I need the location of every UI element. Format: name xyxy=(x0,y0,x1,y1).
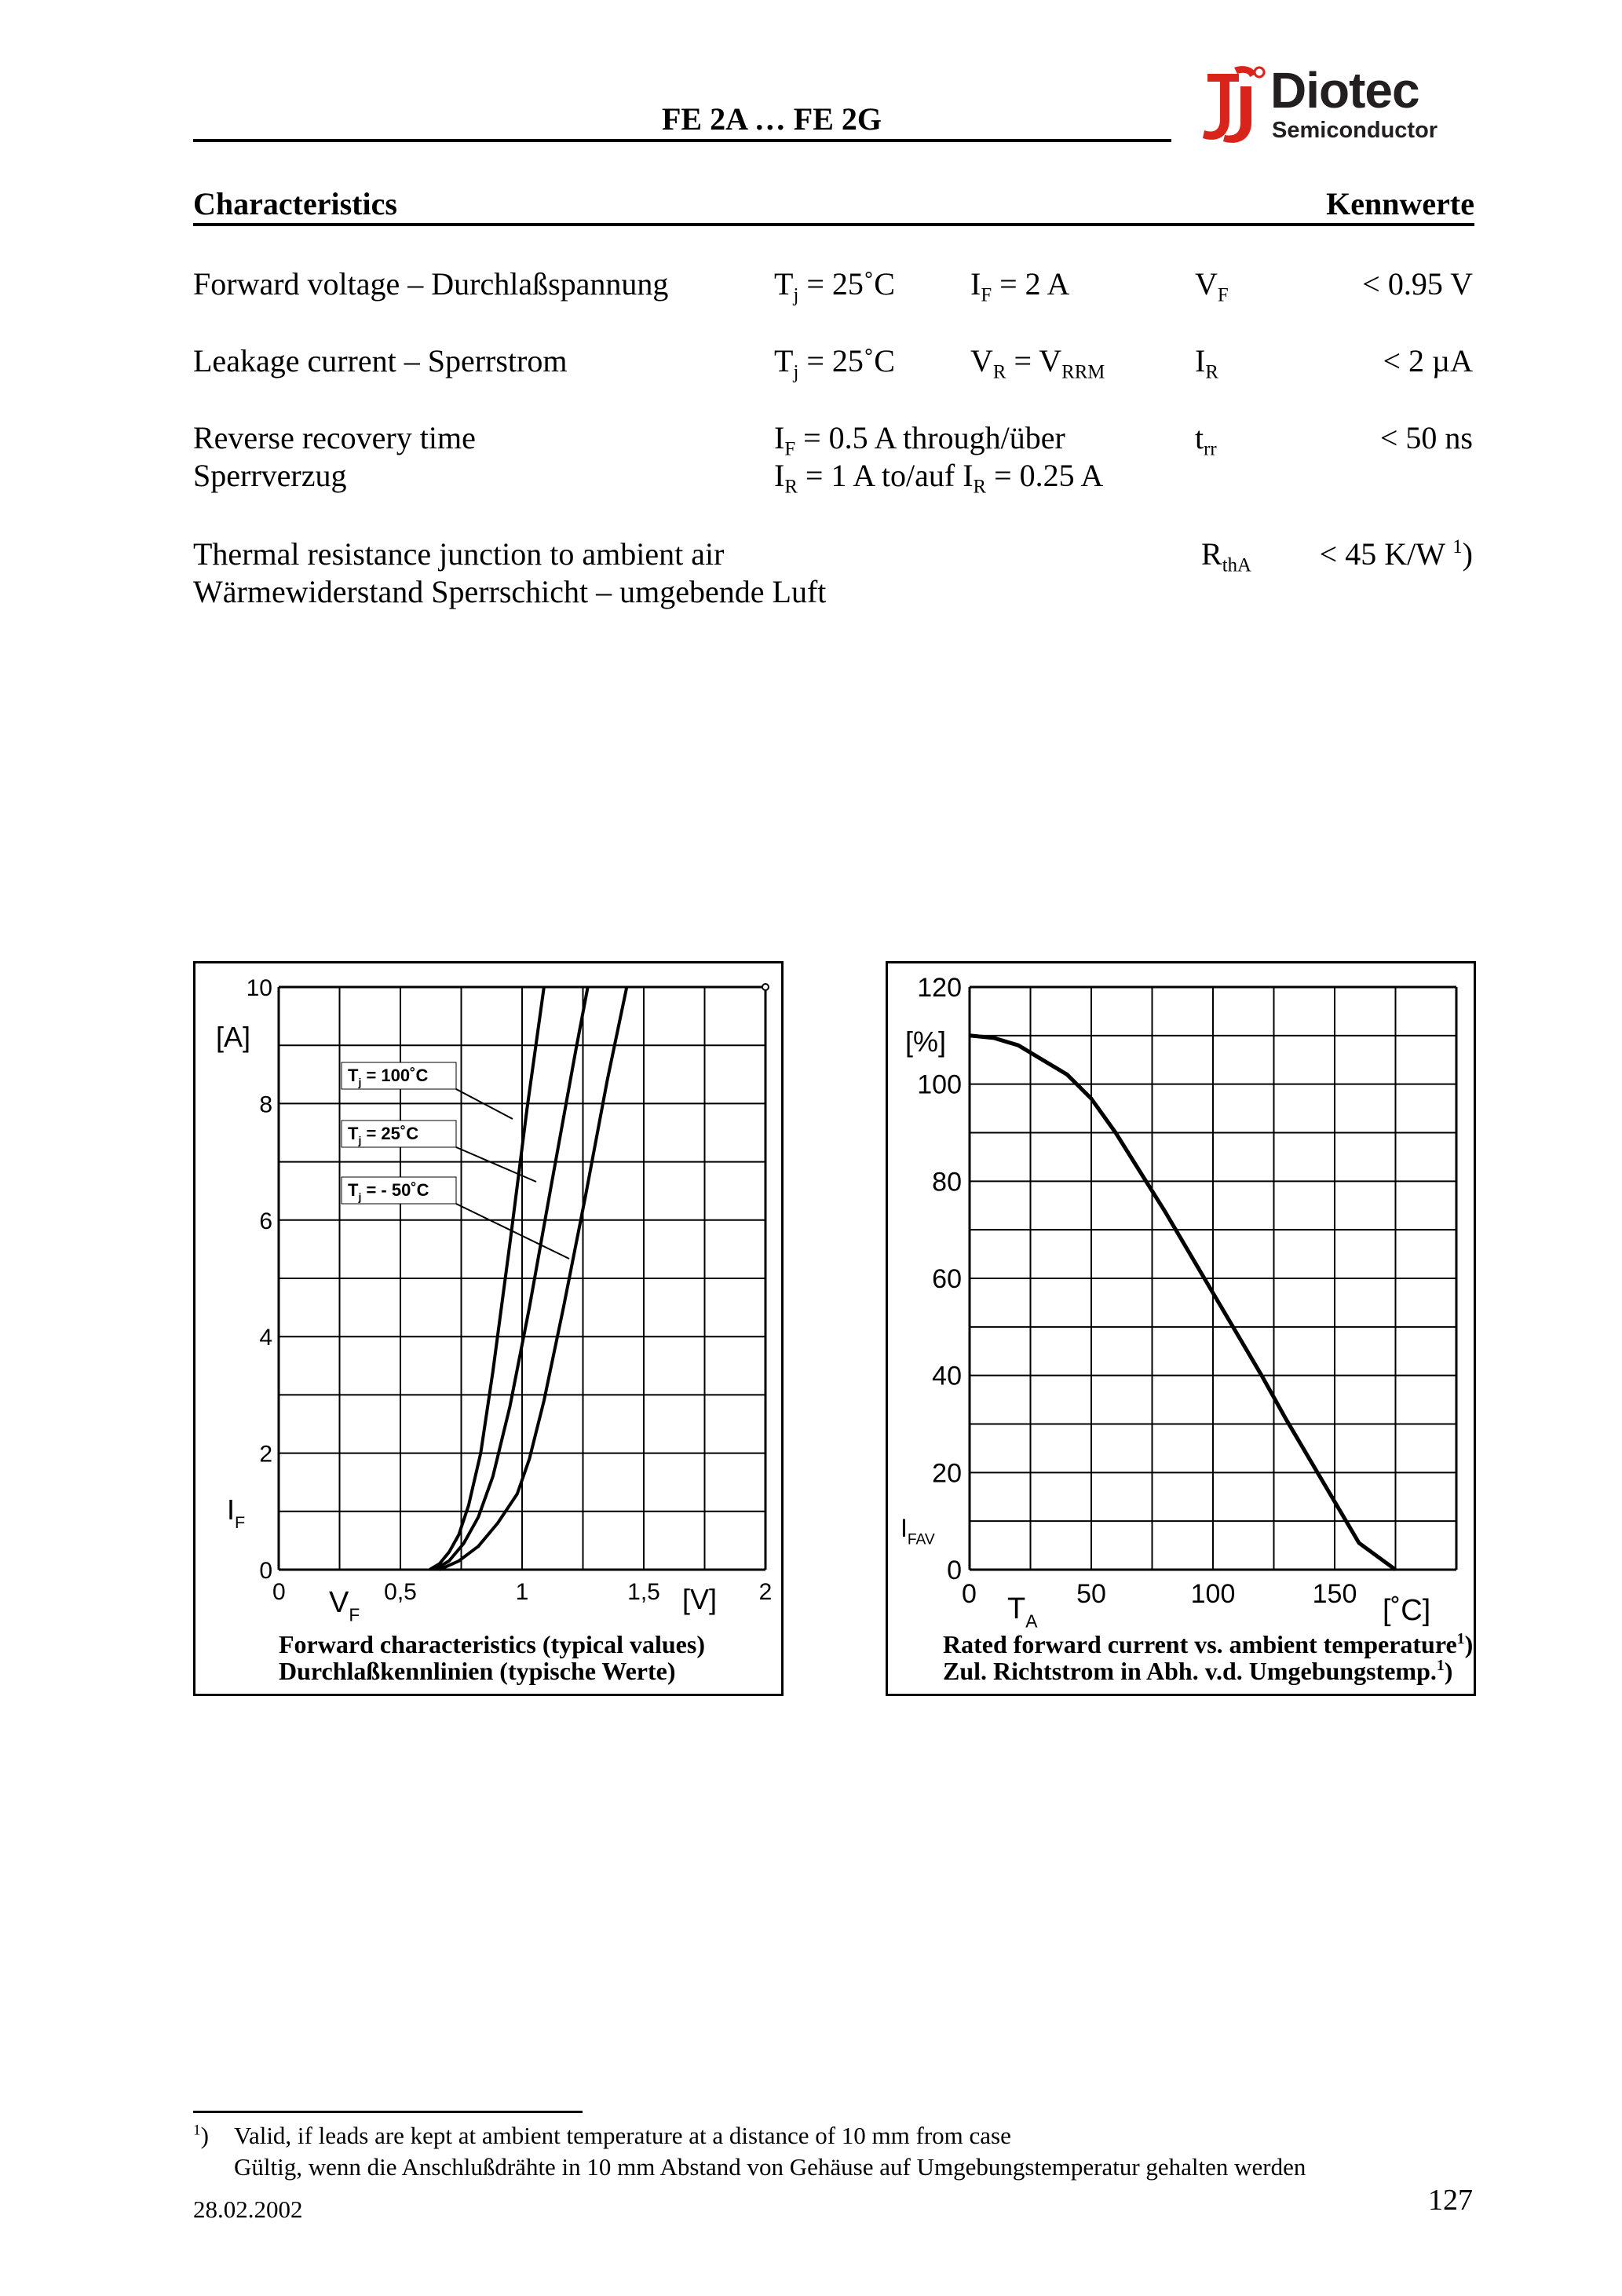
x-tick-label: 0 xyxy=(272,1579,286,1605)
y-tick-label: 120 xyxy=(917,973,962,1003)
x-axis-label: $T_A$ xyxy=(1007,1592,1038,1632)
forward-characteristics-chart-frame xyxy=(193,961,784,1696)
reverse-recovery-symbol: $t_{rr}$ xyxy=(1195,420,1217,460)
y-axis-label: $I_{FAV}$ xyxy=(901,1514,935,1548)
series-label: $T_j$ = 25˚C xyxy=(348,1124,419,1146)
thermal-resistance-label-en: Thermal resistance junction to ambient air xyxy=(193,536,725,572)
y-tick-label: 100 xyxy=(917,1069,962,1100)
logo-sub-text: Semiconductor xyxy=(1272,118,1438,143)
section-title-de: Kennwerte xyxy=(1326,186,1474,221)
forward-voltage-symbol: $V_F$ xyxy=(1195,266,1229,306)
series-line xyxy=(970,1036,1396,1570)
reverse-recovery-value: < 50 ns xyxy=(1379,420,1473,455)
y-axis-unit: [%] xyxy=(905,1026,947,1058)
chart1-caption-en: Forward characteristics (typical values) xyxy=(279,1630,705,1658)
reverse-recovery-label-de: Sperrverzug xyxy=(193,458,347,493)
leakage-current-cond1: $T_j$ = 25˚C xyxy=(774,343,895,383)
derating-chart-frame xyxy=(886,961,1476,1696)
footnote-marker: $^1$) xyxy=(193,2122,209,2149)
chart2-caption-de: Zul. Richtstrom in Abh. v.d. Umgebungstemp.$^1$) xyxy=(943,1657,1453,1685)
x-tick-label: 100 xyxy=(1190,1579,1236,1609)
y-tick-label: 40 xyxy=(932,1361,962,1391)
forward-voltage-cond2: $I_F = 2$ A xyxy=(970,266,1070,306)
company-logo xyxy=(1193,64,1476,151)
y-tick-label: 60 xyxy=(932,1264,962,1294)
x-tick-label: 150 xyxy=(1312,1579,1357,1609)
corner-marker xyxy=(762,984,769,990)
chart1-caption-de: Durchlaßkennlinien (typische Werte) xyxy=(279,1657,676,1685)
leakage-current-symbol: $I_R$ xyxy=(1195,343,1218,383)
leakage-current-value: < 2 µA xyxy=(1383,343,1473,378)
forward-voltage-label: Forward voltage – Durchlaßspannung xyxy=(193,266,669,302)
reverse-recovery-cond-1: $I_F = 0.5$ A through/über xyxy=(774,420,1065,460)
y-tick-label: 0 xyxy=(259,1558,272,1584)
y-tick-label: 2 xyxy=(259,1441,272,1468)
series-label: $T_j$ = 100˚C xyxy=(348,1066,429,1088)
y-tick-label: 80 xyxy=(932,1167,962,1197)
x-axis-label: $V_F$ xyxy=(329,1586,360,1625)
forward-voltage-value: < 0.95 V xyxy=(1362,266,1473,302)
x-tick-label: 2 xyxy=(758,1579,773,1605)
y-axis-unit: [A] xyxy=(216,1021,251,1053)
thermal-resistance-value: < 45 K/W $^1$) xyxy=(1319,536,1473,572)
y-tick-label: 8 xyxy=(259,1091,272,1118)
y-axis-label: $I_F$ xyxy=(227,1493,246,1532)
y-tick-label: 10 xyxy=(246,975,272,1001)
x-tick-label: 50 xyxy=(1076,1579,1106,1609)
document-title: FE 2A … FE 2G xyxy=(661,101,882,137)
series-leader-line xyxy=(456,1147,536,1182)
reverse-recovery-cond-2: $I_R = 1$ A to/auf $I_R = 0.25$ A xyxy=(774,458,1104,498)
forward-voltage-cond1: $T_j$ = 25˚C xyxy=(774,266,895,306)
chart2-caption-en: Rated forward current vs. ambient temperature$^1$) xyxy=(943,1630,1474,1658)
footnote-rule xyxy=(193,2111,583,2113)
forward-characteristics-chart xyxy=(195,963,781,1694)
leakage-current-cond2: $V_R = V_{RRM}$ xyxy=(970,343,1105,383)
footer-date: 28.02.2002 xyxy=(193,2195,303,2223)
y-tick-label: 20 xyxy=(932,1458,962,1489)
derating-chart xyxy=(888,963,1474,1694)
reverse-recovery-label-en: Reverse recovery time xyxy=(193,420,476,455)
x-tick-label: 0 xyxy=(962,1579,977,1609)
y-tick-label: 4 xyxy=(259,1325,272,1351)
leakage-current-label: Leakage current – Sperrstrom xyxy=(193,343,568,378)
series-label: $T_j$ = - 50˚C xyxy=(348,1180,429,1203)
footnote-text-de: Gültig, wenn die Anschlußdrähte in 10 mm Abstand von Gehäuse auf Umgebungstemperatur gehalten werden xyxy=(234,2153,1306,2181)
section-title-en: Characteristics xyxy=(193,186,397,221)
section-rule xyxy=(193,223,1474,226)
x-tick-label: 0,5 xyxy=(384,1579,417,1605)
y-tick-label: 6 xyxy=(259,1208,272,1234)
x-tick-label: 1,5 xyxy=(627,1579,660,1605)
y-tick-label: 0 xyxy=(947,1556,962,1585)
x-axis-unit: [˚C] xyxy=(1383,1594,1431,1627)
footnote-text-en: Valid, if leads are kept at ambient temperature at a distance of 10 mm from case xyxy=(234,2122,1011,2149)
thermal-resistance-label-de: Wärmewiderstand Sperrschicht – umgebende Luft xyxy=(193,574,827,609)
header-rule xyxy=(193,139,1171,142)
x-axis-unit: [V] xyxy=(682,1583,718,1615)
thermal-resistance-symbol: $R_{thA}$ xyxy=(1201,536,1251,576)
x-tick-label: 1 xyxy=(515,1579,529,1605)
page-number: 127 xyxy=(1428,2184,1473,2217)
logo-brand-text: Diotec xyxy=(1270,62,1419,119)
